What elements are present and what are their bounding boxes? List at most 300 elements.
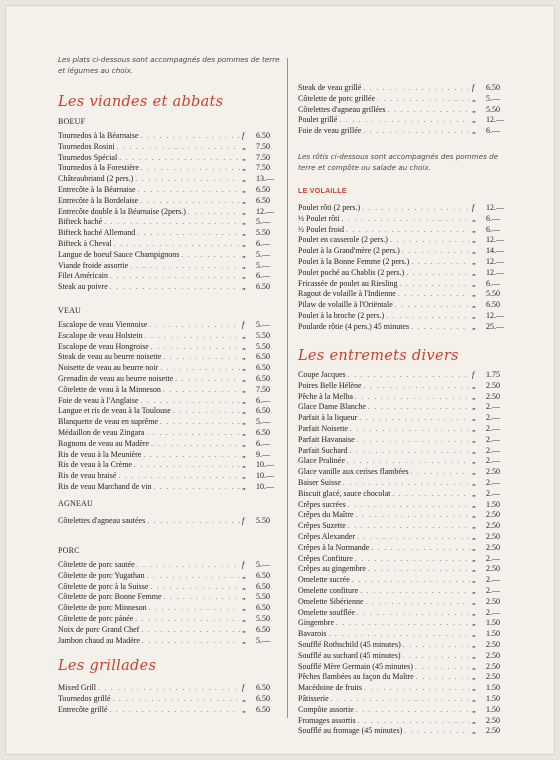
dot-leader [406, 269, 470, 277]
dot-leader [147, 572, 240, 580]
currency-mark: „ [472, 93, 477, 103]
dot-leader [110, 272, 240, 280]
menu-item [58, 439, 280, 450]
dish-name: Poulet en casserole (2 pers.) [298, 235, 388, 245]
dish-price: 6.— [256, 438, 270, 448]
dish-price: 6.50 [256, 704, 270, 714]
rotis-note-block [298, 151, 510, 173]
menu-item [298, 662, 510, 673]
menu-item [298, 672, 510, 683]
menu-item [298, 597, 510, 608]
dot-leader [404, 727, 470, 735]
dish-name: Foie de veau grillée [298, 126, 362, 136]
currency-mark: „ [472, 607, 477, 617]
dish-price: 2.— [486, 575, 500, 585]
boeuf-heading: BOEUF [58, 117, 86, 126]
dish-name: Côtelette de porc à la Suisse [58, 581, 149, 591]
dish-price: 7.50 [256, 141, 270, 151]
dish-price: 6.50 [256, 184, 270, 194]
menu-item [58, 131, 280, 142]
dot-leader [352, 576, 470, 584]
dot-leader [356, 706, 470, 714]
dot-leader [118, 472, 240, 480]
dot-leader [110, 706, 240, 714]
dish-price: 10.— [256, 481, 274, 491]
currency-mark: „ [242, 330, 247, 340]
dish-name: ½ Poulet rôti [298, 213, 340, 223]
currency-mark: „ [242, 282, 247, 292]
dish-name: Bifteck haché [58, 217, 103, 227]
currency-mark: „ [472, 661, 477, 671]
currency-mark: „ [242, 373, 247, 383]
dot-leader [357, 533, 470, 541]
dot-leader [366, 598, 470, 606]
menu-item [298, 246, 510, 257]
dish-name: Bifteck à Cheval [58, 238, 112, 248]
dot-leader [363, 84, 470, 92]
dish-name: Fromages assortis [298, 715, 356, 725]
currency-mark: „ [472, 402, 477, 412]
dot-leader [149, 604, 240, 612]
menu-item [298, 618, 510, 629]
dish-name: Poulet à la Bonne Femme (2 pers.) [298, 256, 410, 266]
dish-name: Steak de veau grillé [298, 83, 362, 92]
dish-price: 1.50 [486, 693, 500, 703]
currency-mark: „ [472, 683, 477, 693]
dish-name: Bavarois [298, 629, 327, 639]
dish-name: Biscuit glacé, sauce chocolat [298, 488, 391, 498]
dish-price: 6.— [486, 126, 500, 136]
menu-item [58, 163, 280, 174]
dish-name: Mixed Grill [58, 683, 96, 692]
dish-price: 6.50 [256, 624, 270, 634]
dish-name: Ris de veau à la Meunière [58, 449, 142, 459]
dish-name: Poulet poché au Chablis (2 pers.) [298, 267, 405, 277]
dish-price: 2.50 [486, 715, 500, 725]
menu-item [298, 575, 510, 586]
dot-leader [403, 652, 471, 660]
menu-item [58, 560, 280, 571]
dish-price: 6.50 [256, 603, 270, 613]
menu-item [58, 582, 280, 593]
dot-leader [164, 593, 240, 601]
dish-name: Côtelette de porc Yugathan [58, 570, 145, 580]
entremets-list [298, 370, 510, 737]
dish-price: 6.50 [256, 693, 270, 703]
currency-mark: „ [472, 499, 477, 509]
currency-mark: „ [472, 380, 477, 390]
dish-price: 2.— [486, 402, 500, 412]
menu-item [298, 203, 510, 214]
dish-name: Poulet grillé [298, 115, 338, 125]
dish-price: 6.50 [256, 131, 270, 140]
menu-item [58, 571, 280, 582]
dish-price: 2.50 [486, 726, 500, 736]
currency-mark: „ [472, 510, 477, 520]
currency-mark: „ [472, 224, 477, 234]
currency-mark: „ [472, 104, 477, 114]
currency-mark: f [472, 203, 475, 212]
dot-leader [348, 522, 470, 530]
menu-item [58, 385, 280, 396]
dish-name: Soufflé au fromage (45 minutes) [298, 726, 403, 736]
menu-item [298, 705, 510, 716]
dot-leader [359, 414, 470, 422]
dot-leader [395, 301, 470, 309]
dot-leader [411, 323, 470, 331]
menu-item [58, 282, 280, 293]
currency-mark: „ [472, 531, 477, 541]
rotis-note: Les rôtis ci-dessous sont accompagnés des pommes de terre et compôte ou salade au choix. [298, 152, 499, 172]
dish-name: Poulet à la Grand'mère (2 pers.) [298, 246, 400, 256]
currency-mark: „ [472, 575, 477, 585]
menu-item [58, 363, 280, 374]
menu-item [298, 435, 510, 446]
menu-item [298, 322, 510, 333]
dish-price: 7.50 [256, 384, 270, 394]
menu-item [58, 592, 280, 603]
dish-name: Viande froide assortie [58, 260, 129, 270]
dot-leader [411, 468, 470, 476]
dish-name: Gingembre [298, 618, 334, 628]
dot-leader [140, 197, 240, 205]
dot-leader [350, 425, 470, 433]
dish-name: Pêche à la Melba [298, 391, 353, 401]
dish-name: Bifteck haché Allemand [58, 228, 136, 238]
currency-mark: „ [242, 603, 247, 613]
currency-mark: „ [242, 481, 247, 491]
currency-mark: f [472, 370, 475, 379]
grillades-section [58, 683, 280, 715]
menu-item [58, 694, 280, 705]
currency-mark: „ [472, 672, 477, 682]
dot-leader [342, 215, 470, 223]
menu-item [58, 352, 280, 363]
dish-name: Escalope de veau Hongroise [58, 341, 149, 351]
dish-name: Ris de veau braisé [58, 471, 117, 481]
dish-name: Crêpes sucrées [298, 499, 346, 509]
dish-name: Côtelette de porc Bonne Femme [58, 592, 162, 602]
dot-leader [390, 236, 470, 244]
dot-leader [117, 143, 240, 151]
menu-item [298, 402, 510, 413]
dot-leader [149, 321, 240, 329]
volaille-section [298, 186, 510, 333]
menu-item [298, 413, 510, 424]
currency-mark: „ [242, 238, 247, 248]
dish-price: 12.— [256, 206, 274, 216]
dish-price: 6.— [486, 278, 500, 288]
menu-item [58, 516, 280, 527]
dish-price: 5.— [256, 635, 270, 645]
menu-item [298, 456, 510, 467]
menu-item [298, 83, 510, 94]
porc-heading: PORC [58, 546, 80, 555]
menu-page [6, 6, 554, 754]
dish-price: 1.50 [486, 618, 500, 628]
dot-leader [163, 386, 240, 394]
dish-name: Escalope de veau Holstein [58, 330, 143, 340]
currency-mark: „ [472, 413, 477, 423]
menu-item [298, 629, 510, 640]
dish-name: Pilaw de volaille à l'Oriëntale [298, 300, 393, 310]
veau-section [58, 305, 280, 493]
dish-price: 2.— [486, 607, 500, 617]
dot-leader [356, 511, 470, 519]
menu-item [58, 705, 280, 716]
dish-price: 5.50 [256, 228, 270, 238]
boeuf-section [58, 116, 280, 293]
porc-list [58, 560, 280, 646]
dot-leader [402, 247, 470, 255]
dot-leader [360, 587, 470, 595]
menu-item [298, 311, 510, 322]
menu-item [58, 683, 280, 694]
entremets-title: Les entremets divers [298, 348, 459, 364]
currency-mark: „ [472, 715, 477, 725]
dot-leader [130, 262, 240, 270]
dish-price: 10.— [256, 460, 274, 470]
dot-leader [137, 229, 240, 237]
dish-price: 2.— [486, 413, 500, 423]
dish-name: Grenadin de veau au beurre noisette [58, 373, 174, 383]
dish-name: Escalope de veau Viennoise [58, 320, 148, 329]
dot-leader [147, 517, 240, 525]
dish-name: Crêpes Suzette [298, 521, 346, 531]
dot-leader [411, 258, 470, 266]
currency-mark: „ [472, 246, 477, 256]
dish-price: 6.50 [256, 282, 270, 292]
dot-leader [163, 353, 240, 361]
dish-price: 6.50 [256, 570, 270, 580]
currency-mark: „ [242, 260, 247, 270]
menu-item [58, 417, 280, 428]
dish-price: 1.50 [486, 629, 500, 639]
dish-price: 12.— [486, 267, 504, 277]
dish-price: 6.50 [256, 373, 270, 383]
dish-price: 2.50 [486, 661, 500, 671]
dot-leader [350, 447, 470, 455]
dish-price: 14.— [486, 246, 504, 256]
dish-name: Entrecôte à la Béarnaise [58, 184, 136, 194]
dot-leader [336, 619, 470, 627]
dish-name: Blanquette de veau en suprême [58, 417, 158, 427]
dot-leader [368, 403, 470, 411]
currency-mark: „ [472, 126, 477, 136]
dish-name: Langue et ris de veau à la Toulouse [58, 406, 171, 416]
dish-price: 2.— [486, 434, 500, 444]
menu-item [298, 235, 510, 246]
menu-item [58, 217, 280, 228]
dish-price: 2.50 [486, 531, 500, 541]
dot-leader [348, 501, 470, 509]
dot-leader [119, 154, 240, 162]
currency-mark: „ [242, 460, 247, 470]
currency-mark: „ [242, 384, 247, 394]
dot-leader [355, 393, 470, 401]
grillades-title: Les grillades [58, 658, 157, 674]
menu-item [58, 142, 280, 153]
dish-name: Omelette confiture [298, 585, 359, 595]
dish-name: Pêches flambées au façon du Maître [298, 672, 414, 682]
dot-leader [142, 637, 240, 645]
dish-price: 6.50 [256, 352, 270, 362]
dish-name: Côtelette de porc grillée [298, 93, 376, 103]
dish-price: 5.50 [256, 341, 270, 351]
dish-name: Tournedos Spécial [58, 152, 118, 162]
dish-price: 12.— [486, 310, 504, 320]
dish-name: Ragout de volaille à l'Indienne [298, 289, 396, 299]
currency-mark: „ [242, 635, 247, 645]
menu-item [298, 532, 510, 543]
dish-name: Rognons de veau au Madère [58, 438, 150, 448]
dot-leader [146, 429, 240, 437]
boeuf-list [58, 131, 280, 293]
dish-price: 7.50 [256, 163, 270, 173]
menu-item [298, 521, 510, 532]
currency-mark: „ [472, 267, 477, 277]
dish-name: Crêpes du Maître [298, 510, 354, 520]
dish-price: 12.— [486, 115, 504, 125]
dish-name: Médaillon de veau Zingara [58, 427, 145, 437]
dish-price: 12.— [486, 203, 504, 212]
currency-mark: „ [472, 213, 477, 223]
dot-leader [364, 684, 470, 692]
dot-leader [143, 451, 240, 459]
dish-price: 6.— [486, 213, 500, 223]
menu-item [298, 268, 510, 279]
currency-mark: f [242, 131, 245, 140]
menu-item [58, 374, 280, 385]
menu-item [298, 115, 510, 126]
dish-price: 2.— [486, 585, 500, 595]
menu-item [298, 257, 510, 268]
dot-leader [339, 116, 470, 124]
dot-leader [138, 186, 240, 194]
dish-name: Tournedos à la Forestière [58, 163, 139, 173]
dish-price: 6.50 [486, 300, 500, 310]
dish-name: Entrecôte à la Bordelaise [58, 195, 139, 205]
dish-name: Jambon chaud au Madère [58, 635, 140, 645]
dot-leader [403, 641, 470, 649]
dish-price: 2.50 [486, 380, 500, 390]
dish-name: Ris de veau à la Crème [58, 460, 132, 470]
dish-name: Ris de veau Marchand de vin [58, 481, 152, 491]
dish-name: Omelette sucrée [298, 575, 350, 585]
currency-mark: „ [472, 542, 477, 552]
dish-name: Côtelette de porc pánée [58, 613, 134, 623]
dot-leader [98, 684, 240, 692]
dish-name: Soufflé Rothschild (45 minutes) [298, 639, 401, 649]
dish-price: 2.— [486, 488, 500, 498]
menu-item [298, 467, 510, 478]
currency-mark: „ [472, 278, 477, 288]
dot-leader [151, 343, 240, 351]
viandes-title-block [58, 93, 280, 111]
menu-item [298, 94, 510, 105]
entremets-title-block [298, 347, 510, 365]
menu-item [298, 126, 510, 137]
dish-name: Steak au poivre [58, 282, 108, 292]
dot-leader [392, 490, 470, 498]
dish-price: 6.50 [256, 363, 270, 373]
dish-price: 6.50 [486, 83, 500, 92]
dish-price: 5.50 [486, 289, 500, 299]
currency-mark: „ [242, 449, 247, 459]
dot-leader [110, 283, 240, 291]
dish-name: Crêpes à la Normande [298, 542, 370, 552]
dot-leader [141, 132, 240, 140]
dish-name: Parfait Noisette [298, 423, 348, 433]
menu-item [298, 651, 510, 662]
currency-mark: „ [242, 206, 247, 216]
veau-heading: VEAU [58, 306, 82, 315]
dot-leader [181, 251, 240, 259]
dish-name: Poires Belle Hélène [298, 380, 362, 390]
dot-leader [137, 561, 240, 569]
dish-price: 6.— [256, 238, 270, 248]
dish-price: 2.— [486, 553, 500, 563]
currency-mark: „ [242, 249, 247, 259]
menu-item [58, 342, 280, 353]
dish-name: Côtelette de veau à la Minneson [58, 384, 161, 394]
menu-item [298, 716, 510, 727]
dish-price: 6.50 [256, 683, 270, 692]
dish-name: Poularde rôtie (4 pers.) 45 minutes [298, 321, 410, 331]
dish-name: Compôte assortie [298, 704, 354, 714]
currency-mark: „ [472, 585, 477, 595]
menu-item [298, 510, 510, 521]
dish-price: 7.50 [256, 152, 270, 162]
dish-price: 5.— [256, 249, 270, 259]
dish-price: 6.50 [256, 427, 270, 437]
dish-price: 5.— [256, 217, 270, 227]
currency-mark: „ [472, 693, 477, 703]
menu-item [58, 460, 280, 471]
dish-price: 25.— [486, 321, 504, 331]
currency-mark: „ [242, 624, 247, 634]
dish-price: 2.50 [486, 672, 500, 682]
currency-mark: „ [472, 477, 477, 487]
dish-name: Fricassée de poulet au Riesling [298, 278, 398, 288]
menu-item [58, 331, 280, 342]
dish-name: Noisette de veau au beurre noir [58, 363, 159, 373]
dish-name: Côtelette de porc sautée [58, 560, 135, 569]
currency-mark: „ [472, 256, 477, 266]
currency-mark: „ [242, 163, 247, 173]
menu-item [298, 608, 510, 619]
menu-item [298, 300, 510, 311]
dot-leader [368, 565, 470, 573]
dot-leader [188, 208, 240, 216]
grillades-cont-section [298, 83, 510, 137]
dish-price: 5.— [486, 93, 500, 103]
menu-item [298, 543, 510, 554]
menu-item [58, 471, 280, 482]
dish-name: Macédoine de fruits [298, 683, 362, 693]
dish-name: Foie de veau à l'Anglaise [58, 395, 139, 405]
menu-item [58, 636, 280, 647]
menu-item [298, 683, 510, 694]
dish-price: 6.50 [256, 406, 270, 416]
dot-leader [175, 375, 240, 383]
dot-leader [400, 280, 470, 288]
dish-name: Tournedos à la Béarnaise [58, 131, 139, 140]
dot-leader [371, 544, 470, 552]
menu-item [298, 478, 510, 489]
menu-item [298, 279, 510, 290]
menu-item [298, 554, 510, 565]
